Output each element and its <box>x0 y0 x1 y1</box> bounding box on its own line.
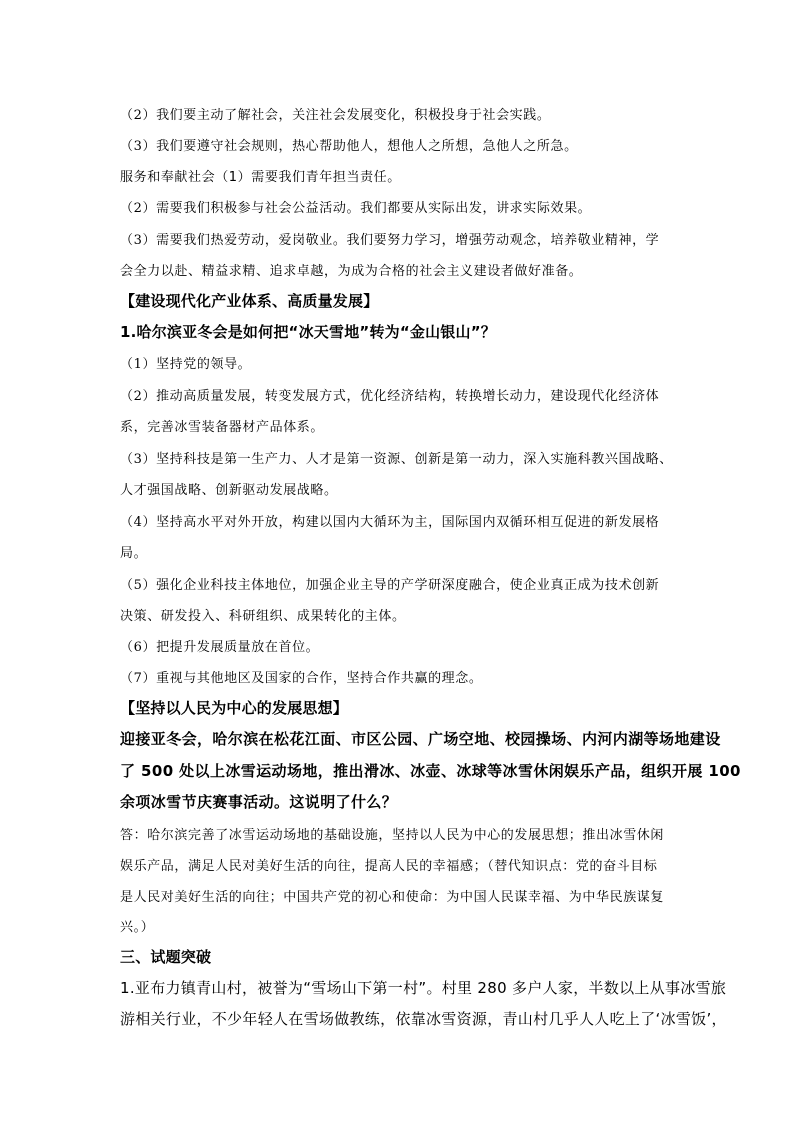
section-heading-exercises: 三、试题突破 <box>120 948 212 966</box>
question-line-1: 迎接亚冬会，哈尔滨在松花江面、市区公园、广场空地、校园操场、内河内湖等场地建设 <box>120 730 721 748</box>
text-line-9: （1）坚持党的领导。 <box>120 357 252 372</box>
text-line-16: （5）强化企业科技主体地位，加强企业主导的产学研深度融合，使企业真正成为技术创新 <box>120 578 660 593</box>
text-line-3: 服务和奉献社会（1）需要我们青年担当责任。 <box>120 170 401 185</box>
question-line-2: 了 500 处以上冰雪运动场地，推出滑冰、冰壶、冰球等冰雪休闲娱乐产品，组织开展 100 <box>120 762 741 780</box>
answer-line-2: 娱乐产品，满足人民对美好生活的向往，提高人民的幸福感；（替代知识点：党的奋斗目标 <box>120 859 658 874</box>
text-line-11: 系，完善冰雪装备器材产品体系。 <box>120 420 325 435</box>
answer-line-3: 是人民对美好生活的向往；中国共产党的初心和使命：为中国人民谋幸福、为中华民族谋复 <box>120 890 665 905</box>
text-line-10: （2）推动高质量发展，转变发展方式，优化经济结构，转换增长动力，建设现代化经济体 <box>120 389 660 404</box>
text-line-2: （3）我们要遵守社会规则，热心帮助他人，想他人之所想，急他人之所急。 <box>120 139 578 154</box>
section-heading-industry: 【建设现代化产业体系、高质量发展】 <box>120 292 379 310</box>
text-line-4: （2）需要我们积极参与社会公益活动。我们都要从实际出发，讲求实际效果。 <box>120 201 592 216</box>
text-line-17: 决策、研发投入、科研组织、成果转化的主体。 <box>120 609 406 624</box>
text-line-13: 人才强国战略、创新驱动发展战略。 <box>120 483 338 498</box>
text-line-15: 局。 <box>120 546 148 561</box>
question-line-3: 余项冰雪节庆赛事活动。这说明了什么？ <box>120 793 398 811</box>
section-heading-people: 【坚持以人民为中心的发展思想】 <box>120 699 349 717</box>
answer-line-4: 兴。） <box>120 920 155 935</box>
text-line-5: （3）需要我们热爱劳动，爱岗敬业。我们要努力学习，增强劳动观念，培养敬业精神，学 <box>120 233 660 248</box>
text-line-19: （7）重视与其他地区及国家的合作，坚持合作共赢的理念。 <box>120 671 483 686</box>
text-line-6: 会全力以赴、精益求精、追求卓越，为成为合格的社会主义建设者做好准备。 <box>120 264 583 279</box>
text-line-12: （3）坚持科技是第一生产力、人才是第一资源、创新是第一动力，深入实施科教兴国战略、 <box>120 452 673 467</box>
exercise-line-1: 1.亚布力镇青山村，被誉为“雪场山下第一村”。村里 280 多户人家，半数以上从事冰雪旅 <box>120 979 727 997</box>
text-line-14: （4）坚持高水平对外开放，构建以国内大循环为主，国际国内双循环相互促进的新发展格 <box>120 515 660 530</box>
answer-line-1: 答：哈尔滨完善了冰雪运动场地的基础设施，坚持以人民为中心的发展思想；推出冰雪休闲 <box>120 828 665 843</box>
text-line-18: （6）把提升发展质量放在首位。 <box>120 640 320 655</box>
question-heading-1: 1.哈尔滨亚冬会是如何把“冰天雪地”转为“金山银山”？ <box>120 323 496 341</box>
exercise-line-2: 游相关行业，不少年轻人在雪场做教练，依靠冰雪资源，青山村几乎人人吃上了‘冰雪饭’， <box>120 1010 727 1028</box>
text-line-1: （2）我们要主动了解社会，关注社会发展变化，积极投身于社会实践。 <box>120 108 551 123</box>
